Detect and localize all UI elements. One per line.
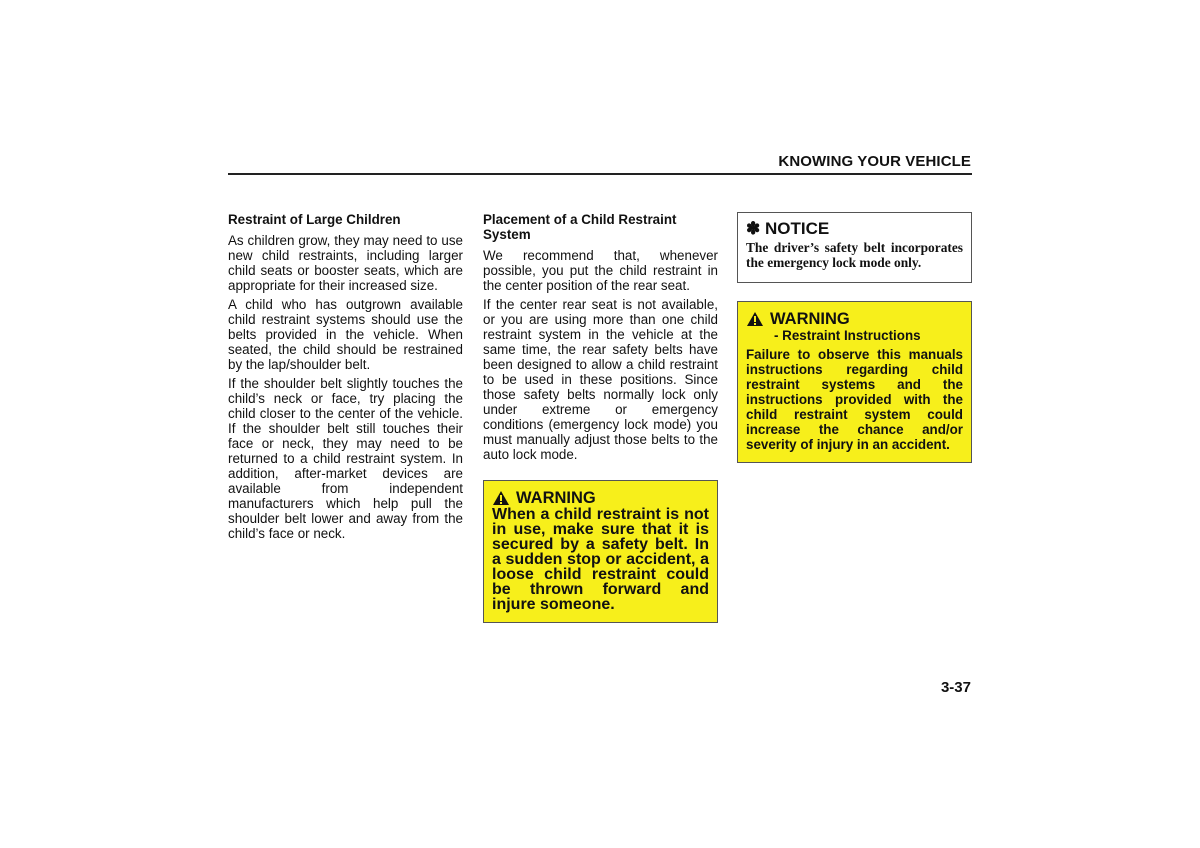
warning-box-restraint-instructions — [737, 301, 972, 463]
header-rule — [228, 173, 972, 175]
paragraph: If the shoulder belt slightly touches the child’s neck or face, try placing the child closer to the center of the vehicle. If the shoulder belt still touches their face or neck, they may need to be returned to a child restraint system. In addition, after-market devices are available from independent manufacturers which help pull the shoulder belt lower and away from the child’s face or neck. — [228, 376, 463, 541]
warning-title-text: WARNING — [770, 310, 850, 328]
paragraph: If the center rear seat is not available, or you are using more than one child restraint system in the vehicle at the same time, the rear safety belts have been designed to allow a child restraint to be used in these positions. Since those safety belts normally lock only under extreme or emergency conditions (emergency lock mode) you must manually adjust those belts to the auto lock mode. — [483, 297, 718, 462]
warning-box-child-restraint — [483, 480, 718, 623]
column-placement-child-restraint — [483, 212, 718, 466]
asterisk-icon: ✽ — [746, 219, 761, 238]
section-heading: Restraint of Large Children — [228, 212, 401, 227]
notice-title-text: NOTICE — [764, 219, 830, 238]
notice-body: The driver’s safety belt incorporates the emergency lock mode only. — [746, 240, 963, 270]
warning-title — [492, 489, 709, 507]
page-number: 3-37 — [940, 679, 971, 696]
section-title: KNOWING YOUR VEHICLE — [778, 153, 971, 170]
warning-triangle-icon — [492, 490, 510, 506]
paragraph: As children grow, they may need to use new child restraints, including larger child seats or booster seats, which are appropriate for their increased size. — [228, 233, 463, 293]
column-notice-warning — [737, 212, 972, 463]
paragraph: We recommend that, whenever possible, you put the child restraint in the center position of the rear seat. — [483, 248, 718, 293]
paragraph: A child who has outgrown available child restraint systems should use the belts provided in the vehicle. When seated, the child should be restrained by the lap/shoulder belt. — [228, 297, 463, 372]
warning-subtitle: - Restraint Instructions — [774, 328, 921, 343]
warning-triangle-icon — [746, 311, 764, 327]
warning-body: When a child restraint is not in use, make sure that it is secured by a safety belt. In a sudden stop or accident, a loose child restraint could be thrown forward and injure someone. — [492, 506, 709, 613]
section-heading: Placement of a Child Restraint System — [483, 212, 677, 242]
notice-box — [737, 212, 972, 283]
warning-body: Failure to observe this manuals instructions regarding child restraint systems and the instructions provided with the child restraint system could increase the chance and/or severity of injury in an accident. — [746, 347, 963, 452]
warning-title-text: WARNING — [516, 489, 596, 507]
warning-title — [746, 310, 963, 328]
notice-title — [746, 220, 963, 238]
column-restraint-large-children — [228, 212, 463, 545]
